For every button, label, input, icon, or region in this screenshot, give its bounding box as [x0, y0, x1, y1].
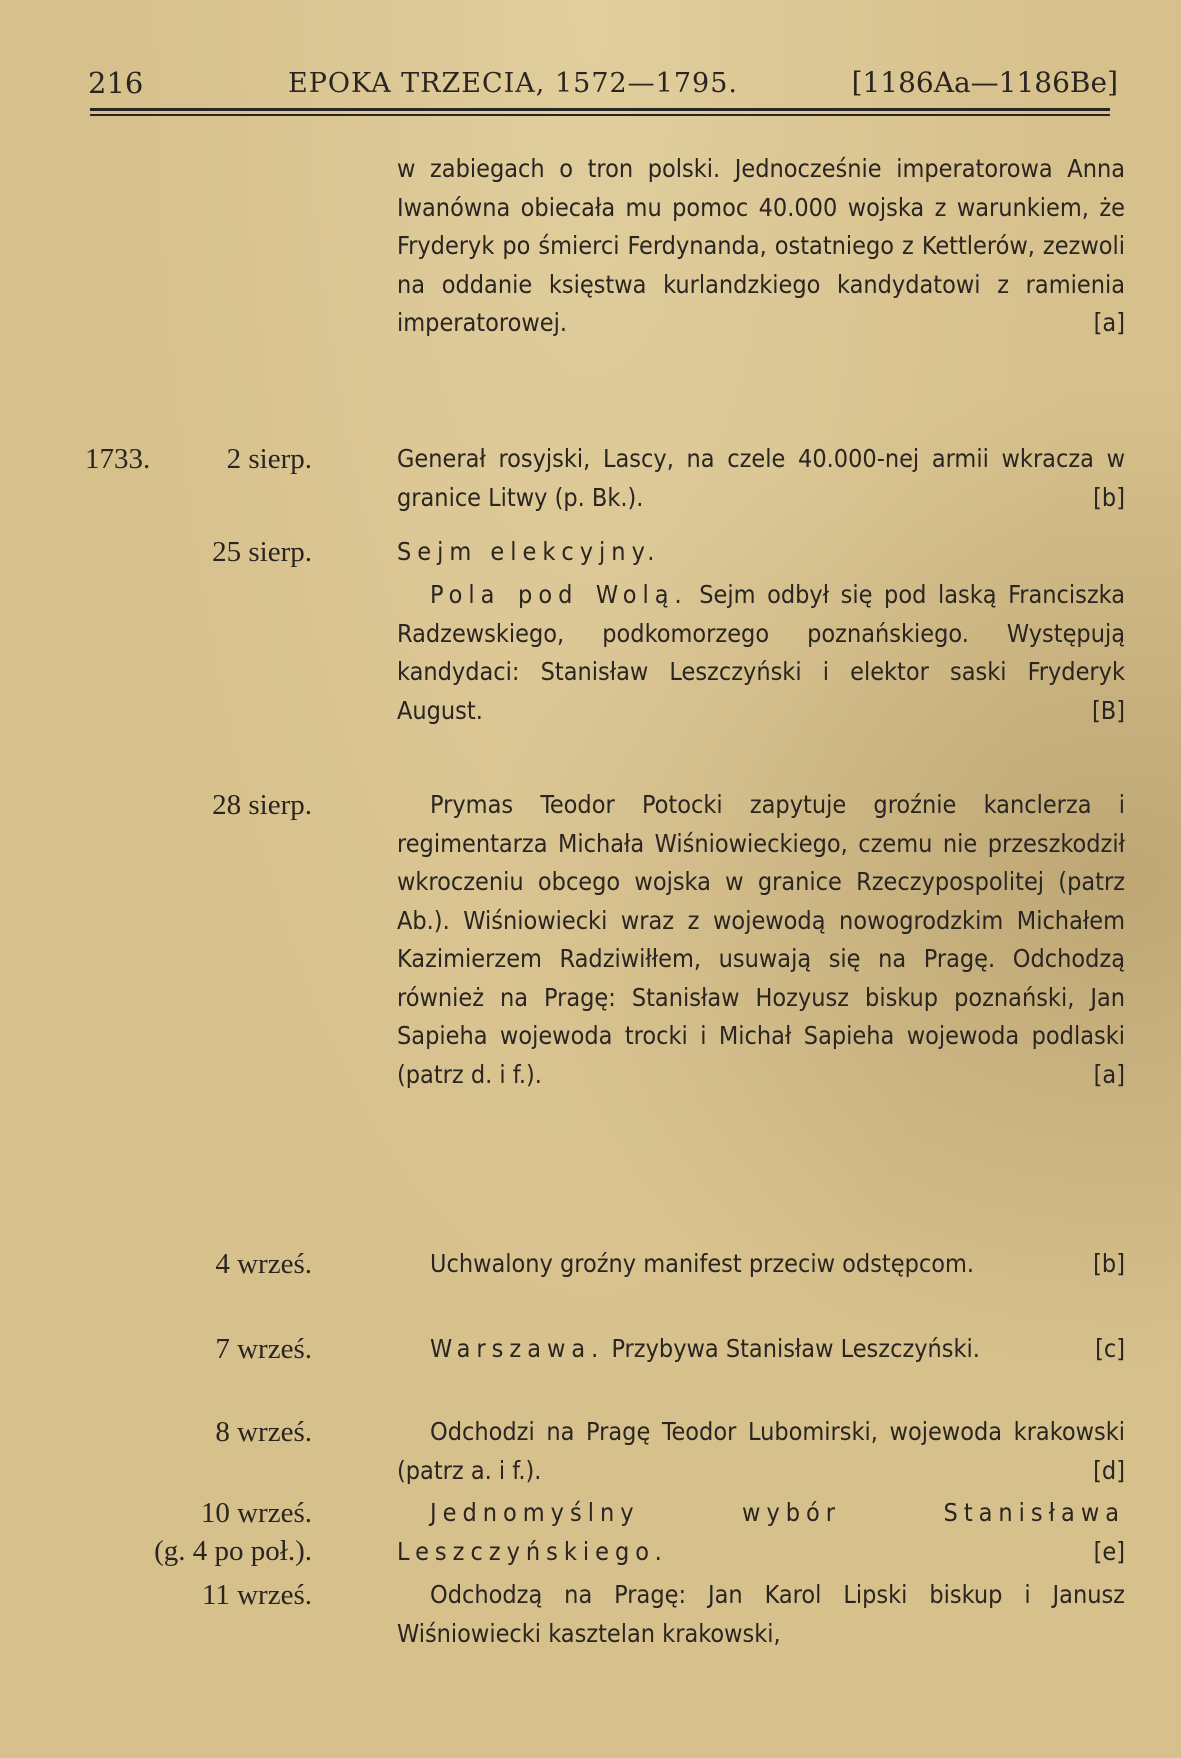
entry-body: w zabiegach o tron polski. Jednocześnie imperatorowa Anna Iwanówna obiecała mu pomoc 40.000 wojska z warunkiem, że Fryderyk po śmierci Ferdynanda, ostatniego z Kettlerów, zezwoli na oddanie księstwa kurlandzkiego kandydatowi z ramienia imperatorowej.	[397, 154, 1125, 337]
entry-spaced-lead: Pola pod Wolą.	[430, 580, 688, 609]
entry-reference: [c]	[1095, 1334, 1125, 1363]
entry-date: 25 sierp.	[212, 536, 312, 568]
entry-date: 11 wrześ.	[201, 1579, 312, 1611]
entry-reference: [b]	[1093, 1249, 1125, 1278]
entry-date: 4 wrześ.	[215, 1248, 312, 1280]
entry-reference: [b]	[1093, 482, 1125, 512]
page-number: 216	[88, 66, 144, 100]
entry-reference: [a]	[1093, 1059, 1125, 1089]
entry-spaced-lead: Sejm elekcyjny.	[397, 537, 661, 566]
entry-spaced-lead: Jednomyślny wybór Stanisława Leszczyńskiego.	[397, 1498, 1125, 1566]
entry-date: 7 wrześ.	[215, 1333, 312, 1365]
entry-text	[397, 440, 1125, 517]
entry-date: 28 sierp.	[212, 789, 312, 821]
entry-text	[397, 1245, 1125, 1284]
entry-date: 8 wrześ.	[215, 1416, 312, 1448]
header-rule-thin	[90, 114, 1110, 116]
entry-text	[397, 1330, 1125, 1369]
entry-range: [1186Aa—1186Be]	[851, 66, 1118, 99]
entry-body: Prymas Teodor Potocki zapytuje groźnie kanclerza i regimentarza Michała Wiśniowieckiego, czemu nie przeszkodził wkroczeniu obcego wojska w granice Rzeczypospolitej (patrz Ab.). Wiśniowiecki wraz z wojewodą nowogrodzkim Michałem Kazimierzem Radziwiłłem, usuwają się na Pragę. Odchodzą również na Pragę: Stanisław Hozyusz biskup poznański, Jan Sapieha wojewoda trocki i Michał Sapieha wojewoda podlaski (patrz d. i f.).	[397, 790, 1125, 1089]
entry-body: Generał rosyjski, Lascy, na czele 40.000-nej armii wkracza w granice Litwy (p. Bk.).	[397, 444, 1125, 512]
page-header	[88, 66, 1118, 106]
entry-body: Odchodzi na Pragę Teodor Lubomirski, wojewoda krakowski (patrz a. i f.).	[397, 1417, 1125, 1485]
entry-reference: [B]	[1092, 695, 1125, 725]
entry-body: Uchwalony groźny manifest przeciw odstępcom.	[430, 1249, 975, 1278]
entry-text	[397, 786, 1125, 1094]
entry-body: Sejm odbył się pod laską Franciszka Radzewskiego, podkomorzego poznańskiego. Występują kandydaci: Stanisław Leszczyński i elektor saski Fryderyk August.	[397, 580, 1125, 725]
entry-text	[397, 576, 1125, 730]
entry-body: Przybywa Stanisław Leszczyński.	[604, 1334, 980, 1363]
header-rule	[90, 108, 1110, 111]
entry-text	[397, 1413, 1125, 1490]
entry-reference: [d]	[1093, 1455, 1125, 1485]
entry-text	[397, 150, 1125, 343]
entry-date: 2 sierp.	[226, 443, 312, 475]
entry-date: 10 wrześ.	[200, 1497, 312, 1529]
entry-year: 1733.	[85, 443, 151, 475]
running-title: EPOKA TRZECIA, 1572—1795.	[288, 68, 738, 99]
entry-time: (g. 4 po poł.).	[154, 1535, 312, 1567]
entry-spaced-lead: Warszawa.	[430, 1334, 605, 1363]
entry-reference: [e]	[1093, 1536, 1125, 1566]
entry-text	[397, 533, 1125, 572]
entry-text	[397, 1576, 1125, 1653]
entry-text	[397, 1494, 1125, 1571]
entry-reference: [a]	[1093, 308, 1125, 337]
entry-body: Odchodzą na Pragę: Jan Karol Lipski biskup i Janusz Wiśniowiecki kasztelan krakowski,	[397, 1580, 1125, 1648]
